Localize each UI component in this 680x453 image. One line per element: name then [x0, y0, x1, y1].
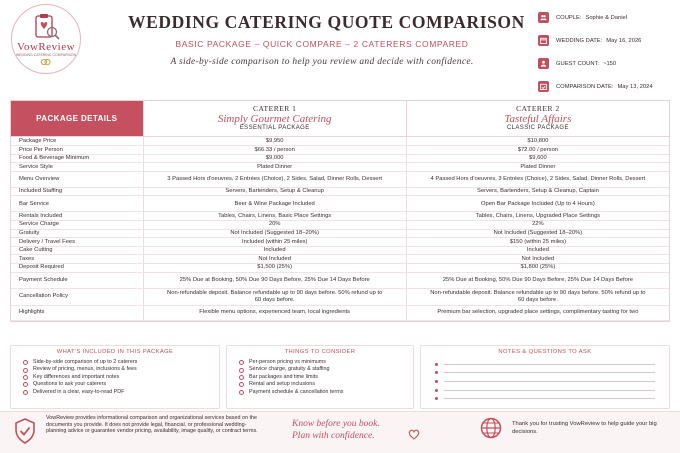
- note-line[interactable]: [435, 369, 655, 378]
- caterer-1-cell: $66.33 / person: [143, 146, 406, 154]
- check-circle-icon: [23, 390, 28, 395]
- page-title: WEDDING CATERING QUOTE COMPARISON: [128, 12, 525, 32]
- row-label: Deposit Required: [19, 264, 64, 271]
- globe-icon: [480, 417, 502, 439]
- info-wedding-date: WEDDING DATE: May 16, 2026: [538, 33, 672, 48]
- caterer-1-cell: Servers, Bartenders, Setup & Cleanup: [143, 188, 406, 196]
- list-item: Rental and setup inclusions: [239, 381, 413, 388]
- table-row: [11, 238, 669, 247]
- row-label: Delivery / Travel Fees: [19, 238, 76, 245]
- caterer-1-cell: Non-refundable deposit. Balance refundable up to 90 days before. 50% refund up to 60 days before.: [143, 289, 406, 305]
- caterer-1-name: Simply Gourmet Catering: [217, 113, 332, 125]
- note-line[interactable]: [435, 360, 655, 369]
- table-row: [11, 155, 669, 164]
- check-circle-icon: [239, 390, 244, 395]
- comparison-table: [10, 100, 670, 322]
- people-icon: [538, 12, 549, 23]
- caterer-1-cell: Not Included: [143, 255, 406, 263]
- row-label: Price Per Person: [19, 146, 63, 153]
- check-circle-icon: [239, 382, 244, 387]
- notes-panel: [420, 345, 670, 409]
- check-circle-icon: [239, 375, 244, 380]
- footer-slogan: Know before you book. Plan with confidence.: [292, 419, 380, 441]
- table-row: [11, 196, 669, 212]
- shield-check-icon: [14, 418, 36, 444]
- row-label: Gratuity: [19, 230, 40, 237]
- table-row: [11, 273, 669, 289]
- table-body: [11, 137, 669, 321]
- caterer-2-cell: $1,800 (25%): [406, 264, 669, 272]
- bullet-icon: [435, 371, 438, 374]
- package-details-header: PACKAGE DETAILS: [11, 101, 143, 136]
- caterer-2-cell: 4 Passed Hors d'oeuvres, 3 Entrées (Choice), 2 Sides, Salad, Dinner Rolls, Dessert: [406, 172, 669, 187]
- footer: [0, 411, 680, 453]
- info-couple: COUPLE: Sophie & Daniel: [538, 10, 672, 25]
- bullet-icon: [435, 363, 438, 366]
- brand-name: VowReview: [16, 41, 76, 53]
- heart-icon: [408, 429, 420, 440]
- caterer-1-cell: $9,000: [143, 155, 406, 163]
- table-row: [11, 289, 669, 306]
- caterer-2-cell: Non-refundable deposit. Balance refundable up to 90 days before. 50% refund up to 60 days before.: [406, 289, 669, 305]
- caterer-2-cell: Not Included: [406, 255, 669, 263]
- caterer-2-header: CATERER 2 Tasteful Affairs CLASSIC PACKAGE: [406, 101, 669, 136]
- row-label: Included Staffing: [19, 188, 63, 195]
- note-line[interactable]: [435, 386, 655, 395]
- table-header: [11, 101, 669, 137]
- guests-icon: [538, 58, 549, 69]
- footer-disclaimer: VowReview provides informational comparison and organizational services based on the documents you provide. It does not provide legal, financial, or professional wedding-planning advice or guarantee vendor pricing, availability, image quality, or contract terms.: [46, 415, 258, 435]
- page-tagline: A side-by-side comparison to help you review and decide with confidence.: [170, 57, 474, 67]
- caterer-1-cell: Beer & Wine Package Included: [143, 196, 406, 211]
- event-info: [538, 10, 672, 102]
- table-row: [11, 230, 669, 239]
- table-row: [11, 247, 669, 256]
- included-title: WHAT'S INCLUDED IN THIS PACKAGE: [56, 349, 174, 355]
- caterer-1-cell: 25% Due at Booking, 50% Due 90 Days Before, 25% Due 14 Days Before: [143, 273, 406, 288]
- table-row: [11, 163, 669, 172]
- caterer-1-cell: $9,950: [143, 137, 406, 145]
- note-line[interactable]: [435, 394, 655, 403]
- notes-lines: [421, 360, 669, 403]
- row-label: Service Charge: [19, 221, 59, 228]
- caterer-2-cell: $9,600: [406, 155, 669, 163]
- row-label: Menu Overview: [19, 175, 60, 182]
- caterer-1-cell: Flexible menu options, experienced team, local ingredients: [143, 306, 406, 320]
- row-label: Payment Schedule: [19, 276, 68, 283]
- included-panel: [10, 345, 220, 409]
- row-label: Bar Service: [19, 200, 49, 207]
- caterer-1-cell: $1,500 (25%): [143, 264, 406, 272]
- row-label: Food & Beverage Minimum: [19, 155, 90, 162]
- caterer-2-cell: $10,800: [406, 137, 669, 145]
- table-row: [11, 306, 669, 321]
- row-label: Highlights: [19, 309, 45, 316]
- list-item: Questions to ask your caterers: [23, 381, 219, 388]
- row-label: Cancellation Policy: [19, 293, 68, 300]
- check-circle-icon: [23, 360, 28, 365]
- caterer-2-cell: Not Included (Suggested 18–20%): [406, 230, 669, 238]
- row-label: Rentals Included: [19, 212, 63, 219]
- consider-panel: [226, 345, 414, 409]
- brand-logo: [8, 4, 84, 99]
- list-item: Bar packages and time limits: [239, 374, 413, 381]
- check-circle-icon: [23, 375, 28, 380]
- caterer-2-name: Tasteful Affairs: [504, 113, 572, 125]
- clipboard-heart-icon: [31, 13, 61, 41]
- consider-title: THINGS TO CONSIDER: [284, 349, 356, 355]
- caterer-1-cell: Tables, Chairs, Linens, Basic Place Settings: [143, 212, 406, 220]
- table-row: [11, 188, 669, 197]
- calendar-icon: [538, 35, 549, 46]
- caterer-1-cell: Plated Dinner: [143, 163, 406, 171]
- caterer-2-cell: Tables, Chairs, Linens, Upgraded Place Settings: [406, 212, 669, 220]
- check-circle-icon: [239, 360, 244, 365]
- caterer-1-cell: 3 Passed Hors d'oeuvres, 2 Entrées (Choice), 2 Sides, Salad, Dinner Rolls, Dessert: [143, 172, 406, 187]
- brand-tagline: WEDDING CATERING COMPARISON: [15, 53, 77, 57]
- row-label: Service Style: [19, 163, 53, 170]
- caterer-2-cell: Premium bar selection, upgraded place settings, complimentary tasting for two: [406, 306, 669, 320]
- row-label: Package Price: [19, 137, 57, 144]
- list-item: Per-person pricing vs minimums: [239, 359, 413, 366]
- list-item: Service charge, gratuity & staffing: [239, 366, 413, 373]
- info-guest-count: GUEST COUNT: ~150: [538, 56, 672, 71]
- caterer-2-cell: $72.00 / person: [406, 146, 669, 154]
- rings-icon: [40, 58, 52, 65]
- list-item: Delivered in a clear, easy-to-read PDF: [23, 389, 219, 396]
- table-row: [11, 212, 669, 221]
- table-row: [11, 146, 669, 155]
- row-label: Taxes: [19, 255, 35, 262]
- list-item: Side-by-side comparison of up to 2 caterers: [23, 359, 219, 366]
- list-item: Key differences and important notes: [23, 374, 219, 381]
- check-circle-icon: [23, 368, 28, 373]
- caterer-2-cell: 22%: [406, 221, 669, 229]
- info-comparison-date: COMPARISON DATE: May 13, 2024: [538, 79, 672, 94]
- check-circle-icon: [23, 382, 28, 387]
- list-item: Payment schedule & cancellation terms: [239, 389, 413, 396]
- table-row: [11, 172, 669, 188]
- check-circle-icon: [239, 368, 244, 373]
- table-row: [11, 221, 669, 230]
- caterer-2-cell: 25% Due at Booking, 50% Due 90 Days Before, 25% Due 14 Days Before: [406, 273, 669, 288]
- caterer-2-cell: Included: [406, 247, 669, 255]
- footer-thanks: Thank you for trusting VowReview to help guide your big decisions.: [512, 421, 657, 435]
- caterer-1-cell: 20%: [143, 221, 406, 229]
- list-item: Review of pricing, menus, inclusions & fees: [23, 366, 219, 373]
- caterer-1-header: CATERER 1 Simply Gourmet Catering ESSENTIAL PACKAGE: [143, 101, 406, 136]
- page-subtitle: BASIC PACKAGE – QUICK COMPARE – 2 CATERERS COMPARED: [175, 39, 469, 49]
- bullet-icon: [435, 397, 438, 400]
- table-row: [11, 255, 669, 264]
- caterer-2-cell: Servers, Bartenders, Setup & Cleanup, Captain: [406, 188, 669, 196]
- notes-title: NOTES & QUESTIONS TO ASK: [498, 349, 592, 355]
- row-label: Cake Cutting: [19, 247, 53, 254]
- bullet-icon: [435, 389, 438, 392]
- included-list: [23, 359, 219, 396]
- caterer-1-cell: Included: [143, 247, 406, 255]
- caterer-2-cell: Plated Dinner: [406, 163, 669, 171]
- caterer-2-cell: Open Bar Package Included (Up to 4 Hours): [406, 196, 669, 211]
- table-row: [11, 137, 669, 146]
- table-row: [11, 264, 669, 273]
- caterer-2-cell: $150 (within 25 miles): [406, 238, 669, 246]
- consider-list: [239, 359, 413, 396]
- caterer-1-cell: Not Included (Suggested 18–20%): [143, 230, 406, 238]
- caterer-1-cell: Included (within 25 miles): [143, 238, 406, 246]
- bullet-icon: [435, 380, 438, 383]
- calendar-check-icon: [538, 81, 549, 92]
- note-line[interactable]: [435, 377, 655, 386]
